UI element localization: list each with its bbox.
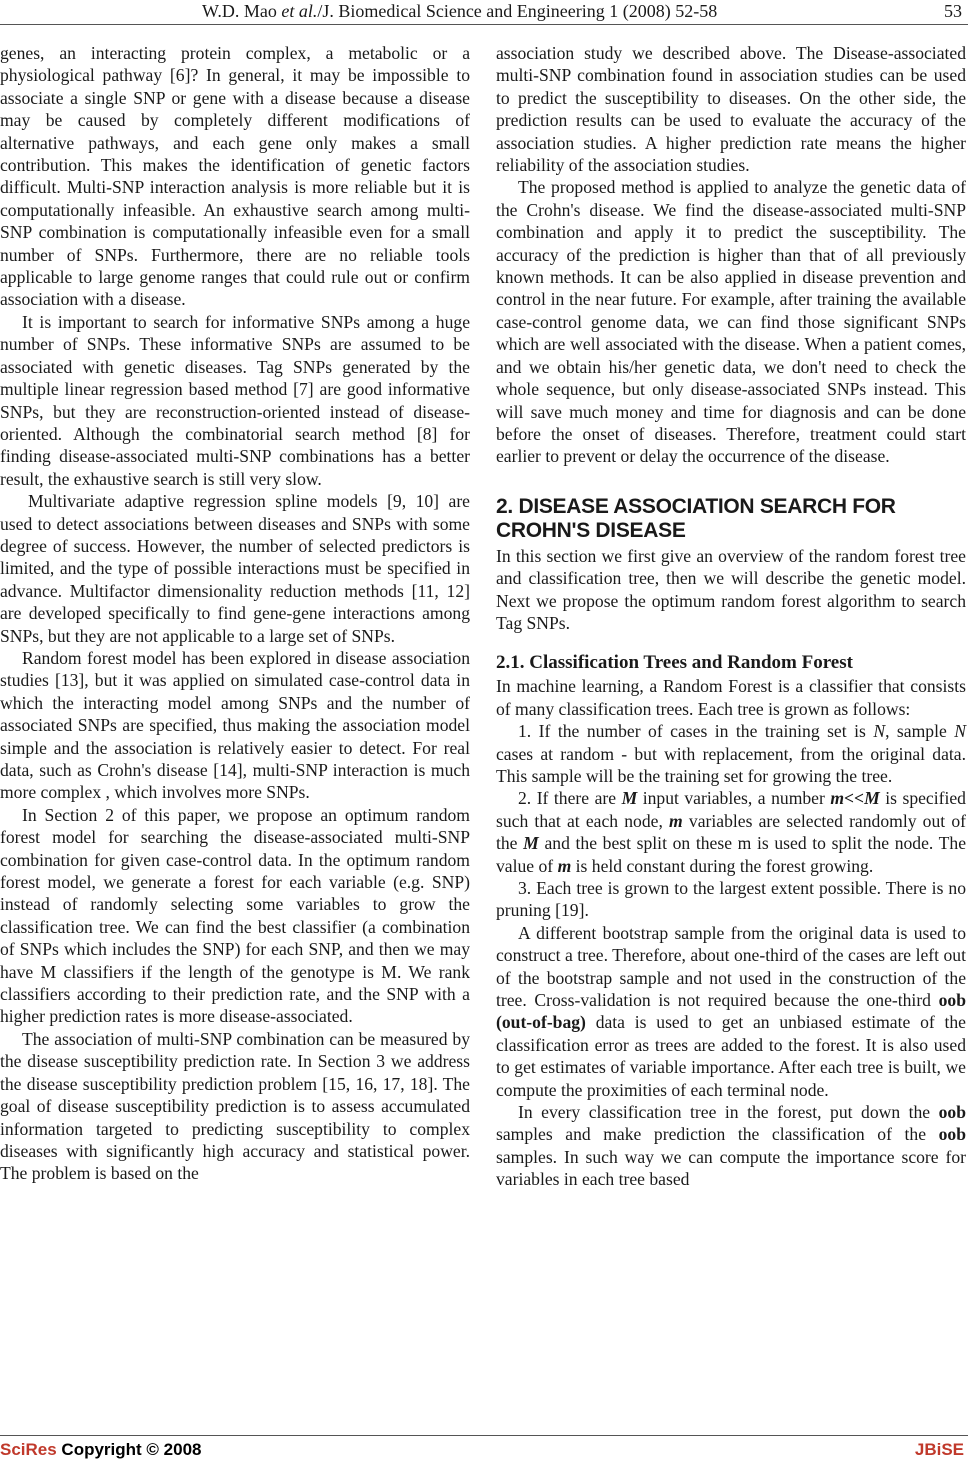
variable-m-less-M: m<<M xyxy=(830,788,880,809)
paragraph: In this section we first give an overview of the random forest tree and classification tree, then we will describe the genetic model. Next we propose the optimum random forest algorithm to search Tag SNPs. xyxy=(496,545,966,633)
text-run: is specified such that at each node, xyxy=(496,788,966,831)
publisher-logo-text: SciRes xyxy=(0,1440,57,1459)
text-run: In every classification tree in the forest, put down the xyxy=(518,1102,939,1123)
variable-M: M xyxy=(621,788,638,809)
right-column xyxy=(496,42,966,1191)
variable-M: M xyxy=(523,833,539,854)
list-item-step-2 xyxy=(496,787,966,877)
text-run: cases at random - but with replacement, from the original data. This sample will be the training set for growing the tree. xyxy=(496,743,966,786)
term-oob: oob xyxy=(938,1102,966,1123)
text-run: 2. If there are xyxy=(518,788,622,809)
page-number: 53 xyxy=(944,1,962,21)
text-run: samples. In such way we can compute the importance score for variables in each tree based xyxy=(496,1146,966,1190)
running-head-citation xyxy=(202,0,717,22)
section-heading: 2. DISEASE ASSOCIATION SEARCH FOR CROHN'S DISEASE xyxy=(496,494,896,542)
paragraph: In machine learning, a Random Forest is a classifier that consists of many classification trees. Each tree is grown as follows: xyxy=(496,676,966,719)
paragraph: In Section 2 of this paper, we propose an optimum random forest model for searching the disease-associated multi-SNP combination for given case-control data. In the optimum random forest model, we generate a forest for each variable (e.g. SNP) instead of randomly selecting some variables to grow the classification tree. We can find the best classifier (a combination of SNPs which includes the SNP) for each SNP, and then we may have M classifiers if the length of the genotype is M. We rank classifiers according to their prediction rate, and the SNP with a higher prediction rates is more disease-associated. xyxy=(0,804,470,1027)
page-footer xyxy=(0,1435,968,1462)
paragraph: Multivariate adaptive regression spline models [9, 10] are used to detect associations between diseases and SNPs with some degree of success. However, the number of selected predictors is limited, and the type of possible interactions must be specified in advance. Multifactor dimensionality reduction methods [11, 12] are developed specifically to find gene-gene interactions among SNPs, but they are not applicable to a large set of SNPs. xyxy=(0,491,470,646)
publisher-copyright xyxy=(0,1440,202,1460)
text-run: 1. If the number of cases in the training set is xyxy=(518,721,874,742)
text-run: samples and make prediction the classification of the xyxy=(496,1124,939,1145)
left-column xyxy=(0,42,470,1185)
term-oob: oob (out-of-bag) xyxy=(496,990,966,1033)
copyright-text: Copyright © 2008 xyxy=(56,1440,202,1459)
list-item-step-3: 3. Each tree is grown to the largest extent possible. There is no pruning [19]. xyxy=(496,878,966,921)
text-run: variables are selected randomly out of the xyxy=(496,810,966,854)
text-run: is held constant during the forest growing. xyxy=(571,855,874,876)
term-oob: oob xyxy=(938,1124,966,1145)
et-al: et al. xyxy=(281,1,318,21)
subsection-heading: 2.1. Classification Trees and Random Forest xyxy=(496,652,853,674)
paragraph xyxy=(496,922,966,1101)
variable-m: m xyxy=(669,810,683,831)
paragraph: The proposed method is applied to analyze the genetic data of the Crohn's disease. We find the disease-associated multi-SNP combination and apply it to predict the susceptibility. The accuracy of the prediction is higher than that of all previously known methods. It can be also applied in disease prevention and control in the near future. For example, after training the available case-control genome data, we can find those significant SNPs which are well associated with the disease. When a patient comes, and we obtain his/her genetic data, we don't need to check the whole sequence, but only disease-associated SNPs instead. This will save much money and time for diagnosis and can be done before the onset of diseases. Therefore, treatment could start earlier to prevent or delay the occurrence of the disease. xyxy=(496,177,966,467)
variable-N: N xyxy=(873,721,886,742)
paragraph xyxy=(496,1101,966,1191)
running-header xyxy=(0,0,968,25)
variable-N: N xyxy=(954,721,966,742)
author-name: W.D. Mao xyxy=(202,1,277,21)
text-run: A different bootstrap sample from the original data is used to construct a tree. Therefore, about one-third of the cases are left out of the bootstrap sample and not used in the construction of the tree. Cross-validation is not required because the one-third xyxy=(496,922,966,1011)
text-run: , sample xyxy=(885,721,955,742)
journal-citation: /J. Biomedical Science and Engineering 1 (2008) 52-58 xyxy=(317,1,718,21)
list-item-step-1 xyxy=(496,720,966,787)
paragraph: It is important to search for informative SNPs among a huge number of SNPs. These informative SNPs are assumed to be associated with genetic diseases. Tag SNPs generated by the multiple linear regression based method [7] are good informative SNPs, but they are reconstruction-oriented instead of disease-oriented. Although the combinatorial search method [8] for finding disease-associated multi-SNP combinations has a better result, the exhaustive search is still very slow. xyxy=(0,311,470,489)
paragraph: association study we described above. The Disease-associated multi-SNP combination found in association studies can be used to predict the susceptibility to diseases. On the other side, the prediction results can be used to evaluate the accuracy of the association studies. A higher prediction rate means the higher reliability of the association studies. xyxy=(496,43,966,176)
text-run: and the best split on these m is used to split the node. The value of xyxy=(496,833,966,876)
text-run: data is used to get an unbiased estimate of the classification error as trees are added to the forest. It is also used to get estimates of variable importance. After each tree is built, we compute the proximities of each terminal node. xyxy=(496,1012,966,1100)
paragraph: genes, an interacting protein complex, a metabolic or a physiological pathway [6]? In general, it may be impossible to associate a single SNP or gene with a disease because a disease may be caused by completely different modifications of alternative pathways, and each gene only makes a small contribution. This makes the identification of genetic factors difficult. Multi-SNP interaction analysis is more reliable but it is computationally infeasible. An exhaustive search among multi-SNP combination is computationally infeasible even for a small number of SNPs. Furthermore, there are no reliable tools applicable to large genome ranges that could rule out or confirm association with a disease. xyxy=(0,43,470,310)
text-run: input variables, a number xyxy=(637,788,831,809)
paragraph: The association of multi-SNP combination can be measured by the disease susceptibility prediction rate. In Section 3 we address the disease susceptibility prediction problem [15, 16, 17, 18]. The goal of disease susceptibility prediction is to assess accumulated information targeted to predicting susceptibility to complex diseases with significantly high accuracy and statistical power. The problem is based on the xyxy=(0,1028,470,1184)
paragraph: Random forest model has been explored in disease association studies [13], but it was applied on simulated case-control data in which the interacting model among SNPs and the number of associated SNPs are specified, thus making the association model simple and the association is relatively easier to detect. For real data, such as Crohn's disease [14], multi-SNP interaction is much more complex , which involves more SNPs. xyxy=(0,647,470,803)
journal-abbreviation: JBiSE xyxy=(914,1440,964,1459)
variable-m: m xyxy=(557,855,572,876)
